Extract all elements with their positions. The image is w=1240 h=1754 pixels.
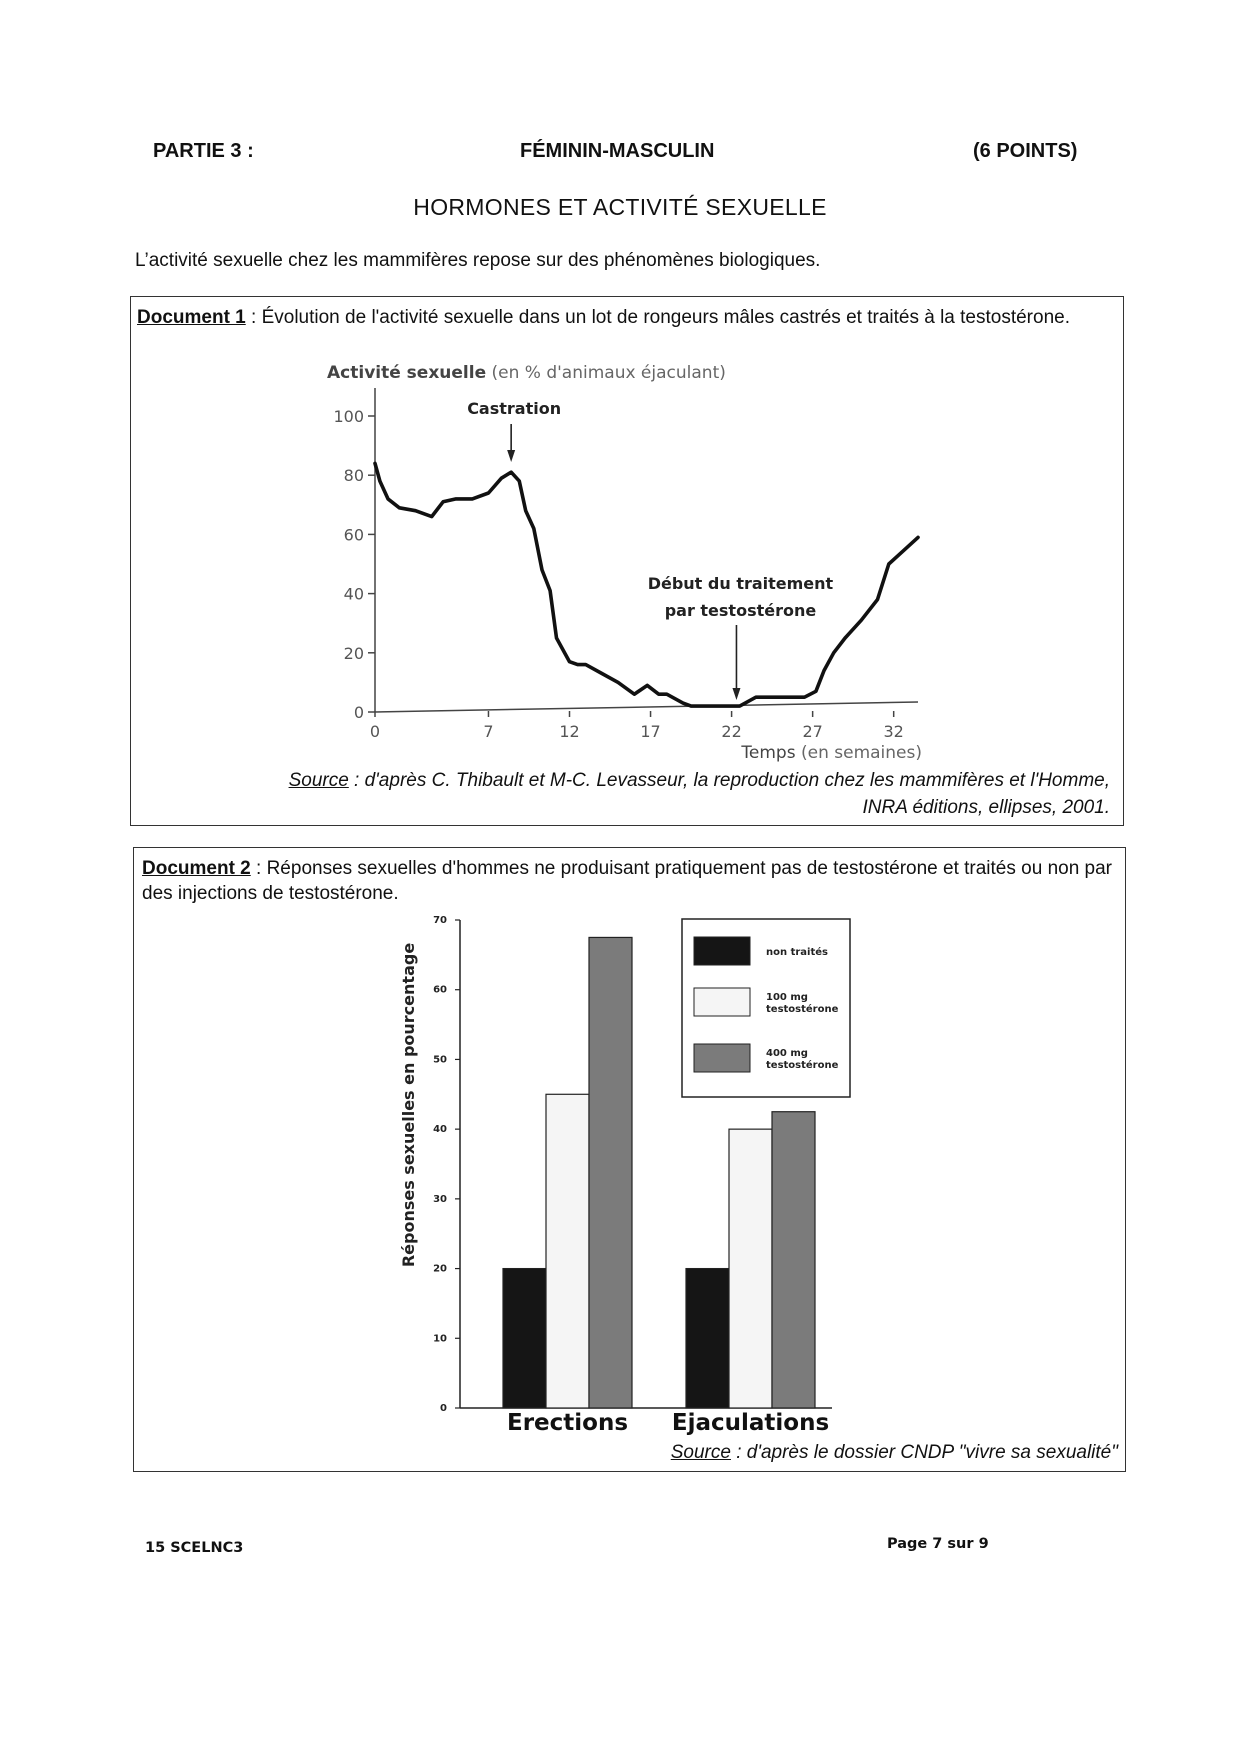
chart-1-y-tick-label: 0: [353, 703, 364, 722]
chart-1-x-tick-label: 0: [369, 722, 381, 741]
chart-1-annotation-castration: Castration: [467, 399, 562, 418]
chart-2-y-tick-label: 30: [433, 1193, 447, 1205]
document-2-source: [140, 1439, 1118, 1466]
document-2-source-text: : d'après le dossier CNDP "vivre sa sexualité": [730, 1442, 1118, 1463]
chart-2-y-tick-label: 40: [433, 1124, 447, 1136]
chart-1-x-tick-label: 12: [559, 722, 580, 741]
theme-label: FÉMININ-MASCULIN: [520, 140, 715, 162]
chart-1-y-tick-label: 60: [343, 525, 364, 545]
chart-2-category-label: Ejaculations: [671, 1410, 830, 1436]
chart-2-y-label: Réponses sexuelles en pourcentage: [399, 942, 418, 1268]
chart-2-legend-swatch: [694, 988, 750, 1016]
chart-1-annotation-treatment-line2: par testostérone: [664, 601, 817, 620]
footer-page-number: Page 7 sur 9: [887, 1536, 989, 1552]
chart-2-bar: [686, 1269, 729, 1408]
document-1-source-label: Source: [288, 770, 349, 791]
document-2-caption-text: : Réponses sexuelles d'hommes ne produisant pratiquement pas de testostérone et traités ou non par des injections de testostérone.: [142, 858, 1113, 904]
chart-2-y-tick-label: 60: [433, 984, 447, 996]
document-1-source-line2: INRA éditions, ellipses, 2001.: [862, 797, 1110, 818]
chart-1-x-tick-label: 17: [640, 722, 661, 741]
chart-2-y-tick-label: 50: [433, 1054, 447, 1066]
chart-1-y-tick-label: 80: [343, 466, 364, 486]
document-2-source-label: Source: [670, 1442, 731, 1463]
footer-code: 15 SCELNC3: [145, 1540, 244, 1556]
chart-1-annotation-treatment: Début du traitement: [647, 574, 834, 593]
chart-1-x-tick-label: 32: [883, 722, 904, 741]
document-1-source-line1: : d'après C. Thibault et M-C. Levasseur, la reproduction chez les mammifères et l'Homme,: [348, 770, 1110, 791]
chart-1-x-tick-label: 27: [802, 722, 823, 741]
chart-2-legend-swatch: [694, 937, 750, 965]
chart-2-bar: [772, 1112, 815, 1408]
chart-1-y-label: Activité sexuelle (en % d'animaux éjaculant): [327, 363, 726, 383]
chart-1-y-tick-label: 40: [343, 584, 364, 604]
chart-2-bar: [589, 937, 632, 1408]
chart-2-y-tick-label: 70: [433, 915, 447, 926]
chart-2-category-label: Erections: [506, 1410, 629, 1436]
chart-2-legend-label: 400 mg: [766, 1048, 808, 1059]
chart-1-x-tick-label: 7: [483, 722, 494, 741]
points-label: (6 POINTS): [973, 140, 1078, 162]
part-label: PARTIE 3 :: [153, 140, 254, 162]
chart-2-y-tick-label: 0: [440, 1403, 447, 1414]
chart-1-x-label: Temps (en semaines): [741, 743, 922, 763]
chart-2-bar: [503, 1269, 546, 1408]
chart-1-x-tick-label: 22: [721, 722, 742, 741]
document-1-label: Document 1: [137, 307, 246, 328]
chart-2-legend-label-line2: testostérone: [766, 1004, 839, 1015]
chart-1-y-tick-label: 100: [333, 407, 364, 426]
chart-2-y-tick-label: 20: [433, 1263, 447, 1275]
chart-2-bar: [546, 1094, 589, 1408]
chart-2-bar: [729, 1129, 772, 1408]
chart-2-y-tick-label: 10: [433, 1333, 447, 1345]
chart-2-legend-label: 100 mg: [766, 992, 808, 1003]
chart-2-legend-swatch: [694, 1044, 750, 1072]
document-2-label: Document 2: [142, 858, 251, 879]
page-title: HORMONES ET ACTIVITÉ SEXUELLE: [413, 194, 827, 220]
intro-text: L’activité sexuelle chez les mammifères repose sur des phénomènes biologiques.: [135, 250, 821, 271]
chart-1-y-tick-label: 20: [343, 643, 364, 663]
chart-2-legend-label-line2: testostérone: [766, 1060, 839, 1071]
chart-2-legend-label: non traités: [766, 947, 828, 958]
document-1-caption-text: : Évolution de l'activité sexuelle dans un lot de rongeurs mâles castrés et traités à la testostérone.: [245, 307, 1070, 328]
